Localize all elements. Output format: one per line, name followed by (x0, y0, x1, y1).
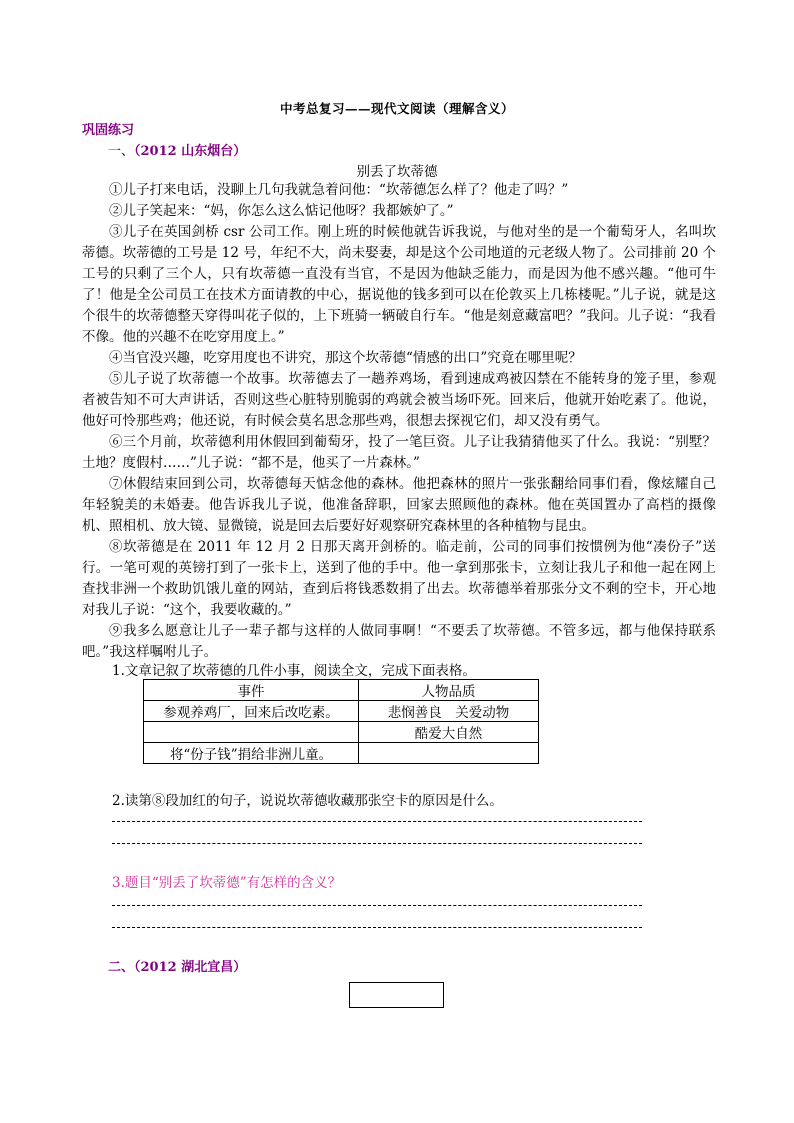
page-title: 中考总复习——现代文阅读（理解含义） (279, 101, 514, 116)
part1-heading (108, 140, 246, 159)
paragraph-1: ①儿子打来电话，没聊上几句我就急着问他：“坎蒂德怎么样了？他走了吗？” (109, 182, 569, 198)
paragraph-9: ⑨我多么愿意让儿子一辈子都与这样的人做同事啊！“不要丢了坎蒂德。不管多远，都与他保持联系吧。”我这样嘱咐儿子。 (82, 623, 716, 660)
paragraph-6: ⑥三个月前，坎蒂德利用休假回到葡萄牙，投了一笔巨资。儿子让我猜猜他买了什么。我说：“别墅？土地？度假村……”儿子说：“都不是，他买了一片森林。” (82, 434, 716, 471)
table-cell: 将“份子钱”捐给非洲儿童。 (144, 743, 359, 764)
empty-title-box (349, 982, 444, 1008)
part2-source: （2012 湖北宜昌） (134, 960, 247, 975)
paragraph-3: ③儿子在英国剑桥 csr 公司工作。刚上班的时候他就告诉我说，与他对坐的是一个葡萄牙人，名叫坎蒂德。坎蒂德的工号是 12 号，年纪不大，尚未娶妻，却是这个公司地道的元老级人物了。公司排前 20 个工号的只剩了三个人，只有坎蒂德一直没有当官，不是因为他缺乏能力，而是因为他不感兴趣。“他可牛了！他是全公司员工在技术方面请教的中心，据说他的钱多到可以在伦敦买上几栋楼呢。”儿子说，就是这个很牛的坎蒂德整天穿得叫花子似的，上下班骑一辆破自行车。“他是刻意藏富吧？”我问。儿子说：“我看不像。他的兴趣不在吃穿用度上。” (82, 224, 716, 345)
table-header-row (144, 680, 539, 701)
table-cell: 酷爱大自然 (359, 722, 539, 743)
table-header-cell: 事件 (144, 680, 359, 701)
paragraph-7: ⑦休假结束回到公司，坎蒂德每天惦念他的森林。他把森林的照片一张张翻给同事们看，像炫耀自己年轻貌美的未婚妻。他告诉我儿子说，他准备辞职，回家去照顾他的森林。他在英国置办了高档的摄像机、照相机、放大镜、显微镜，说是回去后要好好观察研究森林里的各种植物与昆虫。 (82, 476, 716, 534)
answer-line (112, 905, 642, 906)
paragraph-8: ⑧坎蒂德是在 2011 年 12 月 2 日那天离开剑桥的。临走前，公司的同事们按惯例为他“凑份子”送行。一笔可观的英镑打到了一张卡上，送到了他的手中。他一拿到那张卡，立刻让我儿子和他一起在网上查找非洲一个救助饥饿儿童的网站，查到后将钱悉数捐了出去。坎蒂德举着那张分文不剩的空卡，开心地对我儿子说：“这个，我要收藏的。” (82, 539, 716, 618)
table-cell-blank (144, 722, 359, 743)
story-body (82, 180, 716, 663)
table-row (144, 701, 539, 722)
question-3: 3.题目“别丢了坎蒂德”有怎样的含义？ (112, 875, 342, 891)
part2-number: 二、 (108, 960, 135, 975)
table-cell: 悲悯善良 关爱动物 (359, 701, 539, 722)
events-table (143, 679, 539, 764)
table-cell: 参观养鸡厂，回来后改吃素。 (144, 701, 359, 722)
question-2: 2.读第⑧段加红的句子，说说坎蒂德收藏那张空卡的原因是什么。 (112, 793, 503, 809)
answer-line (112, 927, 642, 928)
part2-heading (108, 956, 246, 975)
table-cell-blank (359, 743, 539, 764)
answer-line (112, 843, 642, 844)
paragraph-4: ④当官没兴趣，吃穿用度也不讲究，那这个坎蒂德“情感的出口”究竟在哪里呢？ (109, 350, 582, 366)
part1-number: 一、 (108, 144, 135, 159)
answer-line (112, 821, 642, 822)
paragraph-5: ⑤儿子说了坎蒂德一个故事。坎蒂德去了一趟养鸡场，看到速成鸡被囚禁在不能转身的笼子里，参观者被告知不可大声讲话，否则这些心脏特别脆弱的鸡就会被当场吓死。回来后，他就开始吃素了。他说，他好可怜那些鸡；他还说，有时候会莫名思念那些鸡，很想去探视它们，却又没有勇气。 (82, 371, 716, 429)
table-header-cell: 人物品质 (359, 680, 539, 701)
question-1: 1.文章记叙了坎蒂德的几件小事，阅读全文，完成下面表格。 (112, 663, 476, 679)
table-row (144, 743, 539, 764)
paragraph-2: ②儿子笑起来：“妈，你怎么这么惦记他呀？我都嫉妒了。” (109, 203, 454, 219)
story-title: 别丢了坎蒂德 (356, 164, 438, 180)
part1-source: （2012 山东烟台） (134, 144, 247, 159)
section-label: 巩固练习 (82, 123, 135, 138)
table-row (144, 722, 539, 743)
